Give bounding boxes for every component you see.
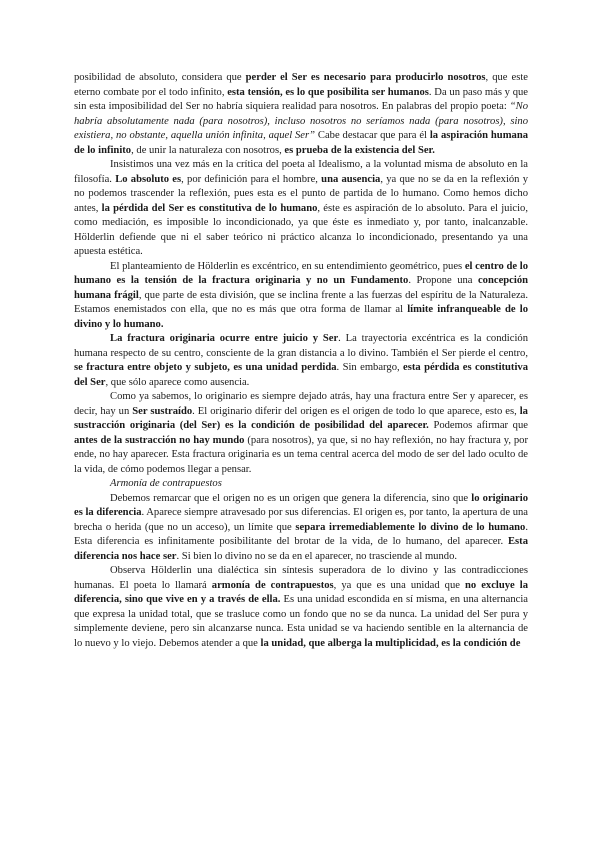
bold-text: lo originario es la diferencia <box>74 492 528 518</box>
section-heading: Armonía de contrapuestos <box>110 478 222 489</box>
bold-text: Ser sustraído <box>132 405 193 417</box>
text-run: . El originario diferir del origen es el origen de todo lo que aparece, esto es, <box>192 405 520 417</box>
text-run: , ya que no se da en la reflexión y no podemos trascender la reflexión, pues esta es el punto de partida de lo humano. Como hemos dicho antes, <box>74 173 529 214</box>
quote-text: “No habría absolutamente nada (para nosotros), incluso nosotros no seríamos nada (para nosotros), sino existiera, no obstante, aquella unión infinita, aquel Ser” <box>74 101 528 141</box>
paragraph <box>74 71 528 158</box>
bold-text: la unidad, que alberga la multiplicidad, es la condición de <box>260 637 521 649</box>
bold-text: esta tensión, es lo que posibilita ser humanos <box>227 86 429 98</box>
text-run: Cabe destacar que para él <box>315 130 430 141</box>
text-run: . Si bien lo divino no se da en el aparecer, no trasciende al mundo. <box>176 550 458 562</box>
bold-text: armonía de contrapuestos <box>211 579 334 591</box>
text-run: posibilidad de absoluto, considera que <box>74 72 246 83</box>
text-run: Podemos afirmar que <box>428 420 528 431</box>
text-run: . La trayectoria excéntrica es la condición humana respecto de su centro, consciente de la gran distancia a lo divino. También el Ser pierde el centro, <box>74 333 528 359</box>
paragraph <box>74 332 528 390</box>
bold-text: límite infranqueable de lo divino y lo humano. <box>74 304 528 330</box>
text-run: . Da un paso más y que sin esta imposibilidad del Ser no habría siquiera realidad para nosotros. En palabras del propio poeta: <box>74 86 528 112</box>
bold-text: la sustracción originaria (del Ser) es la condición de posibilidad del aparecer. <box>74 405 528 431</box>
text-run: Es una unidad escondida en sí misma, en una alternancia que expresa la unidad total, que se trasluce como un fondo que no se da nunca. La unidad del Ser pura y simplemente deviene, pero sin alcanzarse nunca. Esta unidad se va haciendo sentible en la alternancia de lo nuevo y lo viejo. Debemos atender a que <box>74 594 528 649</box>
bold-text: concepción humana frágil <box>74 275 529 301</box>
bold-text: Esta diferencia nos hace ser <box>74 536 528 562</box>
bold-text: la pérdida del Ser es constitutiva de lo humano <box>101 202 318 214</box>
text-run: Observa Hölderlin una dialéctica sin síntesis superadora de lo divino y las contradicciones humanas. El poeta lo llamará <box>74 565 528 591</box>
document-body <box>74 71 528 651</box>
text-run: El planteamiento de Hölderlin es excéntrico, en su entendimiento geométrico, pues <box>110 260 465 272</box>
text-run: , que parte de esta división, que se inclina frente a las fuerzas del espíritu de la Naturaleza. Estamos enemistados con ella, que no es más que otra forma de llamar al <box>74 289 529 315</box>
bold-text: el centro de lo humano es la tensión de la fractura originaria y no un Fundamento <box>74 260 528 286</box>
bold-text: no excluye la diferencia, sino que vive en y a través de ella. <box>74 579 529 605</box>
text-run: Insistimos una vez más en la crítica del poeta al Idealismo, a la voluntad misma de absoluto en la filosofía. <box>74 159 528 185</box>
text-run: Como ya sabemos, lo originario es siempre dejado atrás, hay una fractura entre Ser y aparecer, es decir, hay un <box>74 391 528 417</box>
text-run: . Sin embargo, <box>336 362 404 373</box>
text-run: (para nosotros), ya que, si no hay reflexión, no hay fractura y, por ende, no hay aparecer. Esta fractura originaria es un tema central acerca del modo de ser del lado oculto de la vida, de cómo podemos llegar a pensar. <box>74 434 529 475</box>
paragraph <box>74 492 528 565</box>
text-run: Debemos remarcar que el origen no es un origen que genera la diferencia, sino que <box>110 492 472 504</box>
bold-text: una ausencia <box>321 173 381 185</box>
paragraph <box>74 158 528 260</box>
paragraph <box>74 390 528 477</box>
bold-text: Lo absoluto es <box>115 173 182 185</box>
text-run: , por definición para el hombre, <box>181 173 322 185</box>
bold-text: La fractura originaria ocurre entre juicio y Ser <box>110 333 339 344</box>
bold-text: se fractura entre objeto y subjeto, es una unidad perdida <box>74 362 337 373</box>
text-run: , de unir la naturaleza con nosotros, <box>131 144 285 156</box>
bold-text: perder el Ser es necesario para producirlo nosotros <box>245 72 486 83</box>
text-run: , éste es aspiración de lo absoluto. Para el juicio, como mediación, es imposible lo incondicionado, ya que éste es inmediato y, por tanto, inalcanzable. Hölderlin defiende que ni el saber teórico ni práctico alcanza lo incondicionado, presentando ya una apuesta estética. <box>74 202 528 257</box>
text-run: , que este eterno combate por el todo infinito, <box>74 72 528 98</box>
bold-text: esta pérdida es constitutiva del Ser <box>74 362 528 388</box>
text-run: , que sólo aparece como ausencia. <box>105 376 250 388</box>
text-run: , ya que es una unidad que <box>333 579 465 591</box>
text-run: . Aparece siempre atravesado por sus diferencias. El origen es, por tanto, la apertura de una brecha o herida (que no un acceso), un límite que <box>74 507 528 533</box>
text-run: . Esta diferencia es infinitamente posibilitante del brotar de la vida, de lo humano, del aparecer. <box>74 521 528 547</box>
paragraph <box>74 564 528 651</box>
bold-text: antes de la sustracción no hay mundo <box>74 434 245 446</box>
bold-text: la aspiración humana de lo infinito <box>74 130 529 156</box>
paragraph <box>74 260 528 333</box>
bold-text: separa irremediablemente lo divino de lo humano <box>295 521 526 533</box>
bold-text: es prueba de la existencia del Ser. <box>284 144 435 156</box>
text-run: . Propone una <box>408 275 478 286</box>
